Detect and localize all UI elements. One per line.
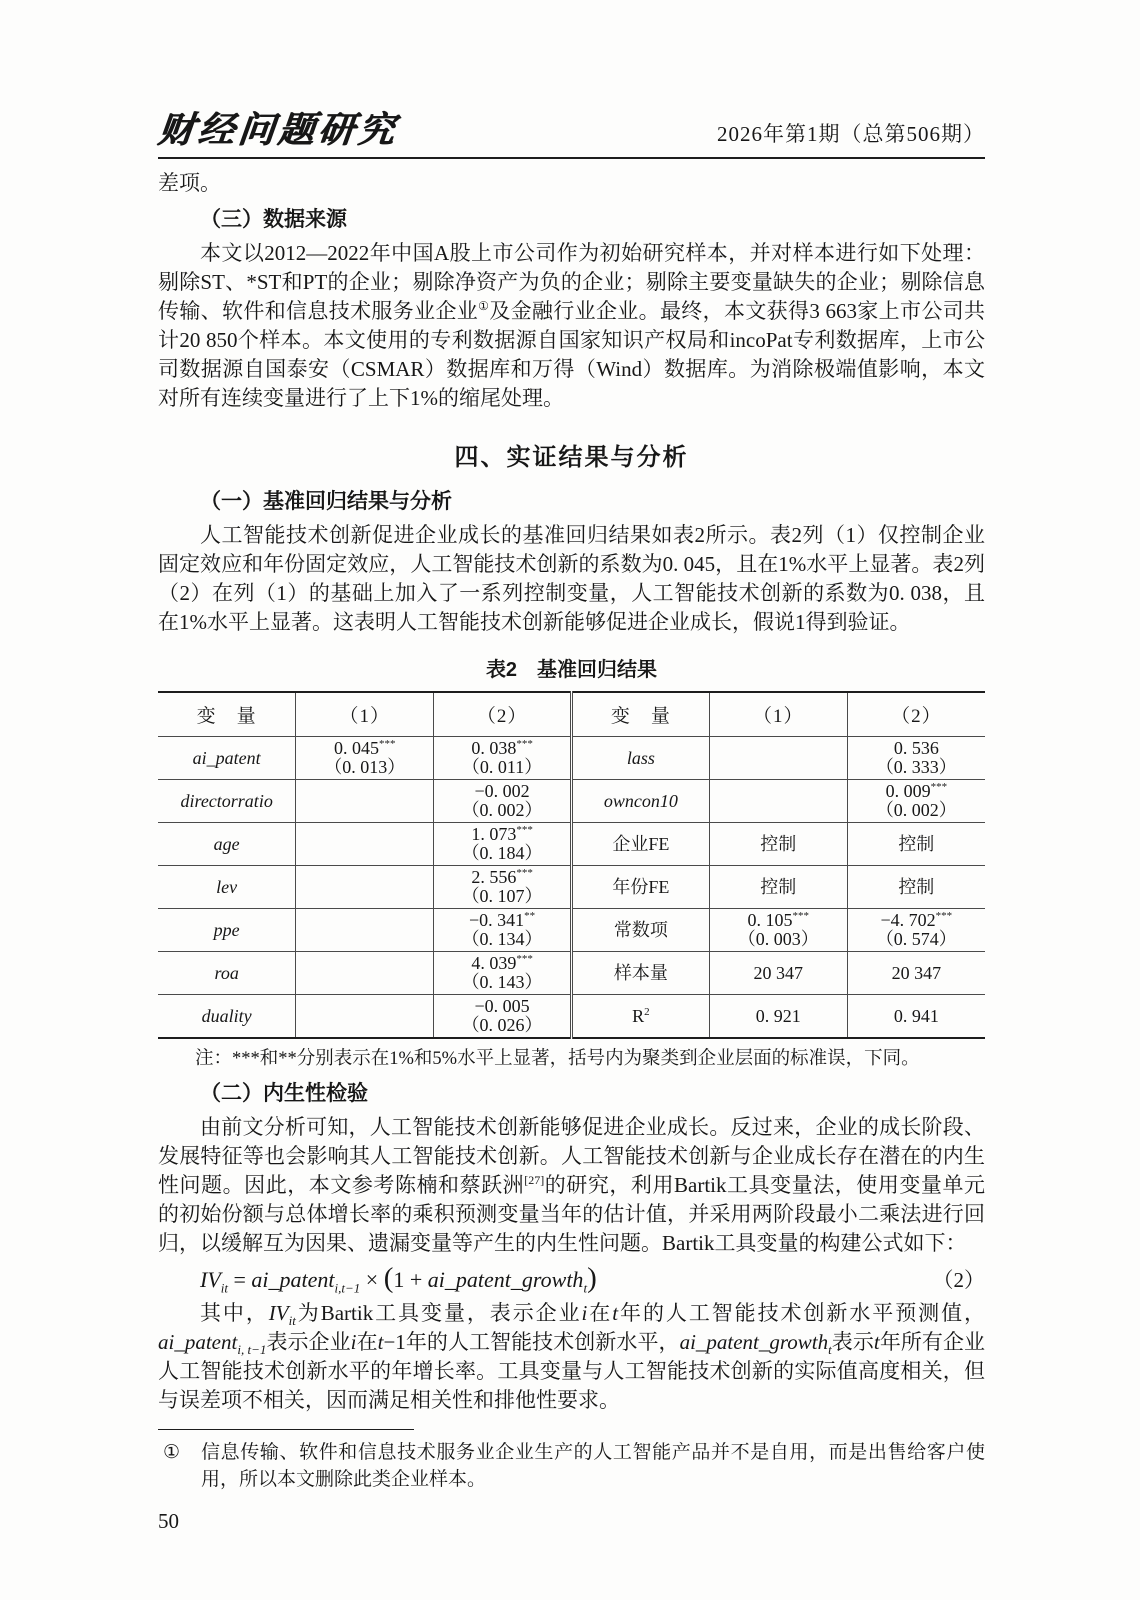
table-cell: −0. 341** （0. 134） (434, 909, 572, 952)
table-cell: 控制 (709, 823, 847, 866)
table-cell (296, 866, 434, 909)
heading-endogeneity: （二）内生性检验 (200, 1082, 368, 1105)
table-cell: $R^2$ (571, 995, 709, 1039)
table-cell: 20 347 (709, 952, 847, 995)
table-cell (296, 952, 434, 995)
table-cell: 控制 (847, 866, 985, 909)
journal-logo: 财经问题研究 (155, 109, 401, 150)
formula-number: （2） (932, 1267, 985, 1292)
table-row (158, 952, 985, 995)
heading-data-source: （三）数据来源 (200, 208, 347, 231)
heading-baseline-results: （一）基准回归结果与分析 (200, 490, 452, 513)
table-cell: roa (158, 952, 296, 995)
table-header-cell: 变 量 (571, 692, 709, 737)
table-cell: 0. 038*** （0. 011） (434, 737, 572, 780)
table-header-cell: （2） (434, 692, 572, 737)
table-cell: 20 347 (847, 952, 985, 995)
table-body (158, 737, 985, 1039)
table-header-cell: （1） (296, 692, 434, 737)
section-title-results: 四、实证结果与分析 (454, 444, 689, 471)
table-cell: lass (571, 737, 709, 780)
issue-info: 2026年第1期（总第506期） (717, 122, 985, 146)
table-header-cell: （1） (709, 692, 847, 737)
table-cell: 0. 536 （0. 333） (847, 737, 985, 780)
page-header (155, 109, 985, 159)
table-cell: −4. 702*** （0. 574） (847, 909, 985, 952)
table-note: 注：***和**分别表示在1%和5%水平上显著，括号内为聚类到企业层面的标准误，下同。 (195, 1049, 920, 1069)
table-header-cell: （2） (847, 692, 985, 737)
table-cell: −0. 005 （0. 026） (434, 995, 572, 1039)
table-cell: 0. 009*** （0. 002） (847, 780, 985, 823)
page-number: 50 (158, 1509, 179, 1533)
footnote-marker: ① (163, 1442, 181, 1463)
table-cell: −0. 002 （0. 002） (434, 780, 572, 823)
carryover-text: 差项。 (158, 171, 221, 195)
table-cell: 样本量 (571, 952, 709, 995)
table-row (158, 866, 985, 909)
table-cell: owncon10 (571, 780, 709, 823)
table-header-row (158, 692, 985, 737)
table-head (158, 692, 985, 737)
table-cell: 年份FE (571, 866, 709, 909)
table-cell: directorratio (158, 780, 296, 823)
table-cell: 控制 (847, 823, 985, 866)
para-formula-explanation: 其中，$IV_{it}$为Bartik工具变量，表示企业i在t年的人工智能技术创新水平预测值，ai_patent$_{i, t-1}$表示企业i在t−1年的人工智能技术创新水平，ai_patent_growth$_t$表示t年所有企业人工智能技术创新水平的年增长率。工具变量与人工智能技术创新的实际值高度相关，但与误差项不相关，因而满足相关性和排他性要求。 (158, 1301, 986, 1412)
table-cell (709, 780, 847, 823)
formula-2 (158, 1262, 985, 1295)
table-cell: age (158, 823, 296, 866)
table-cell: 4. 039*** （0. 143） (434, 952, 572, 995)
table-cell: duality (158, 995, 296, 1039)
para-data-source: 本文以2012—2022年中国A股上市公司作为初始研究样本，并对样本进行如下处理：剔除ST、*ST和PT的企业；剔除净资产为负的企业；剔除主要变量缺失的企业；剔除信息传输、软件和信息技术服务业企业①及金融行业企业。最终，本文获得3 663家上市公司共计20 850个样本。本文使用的专利数据源自国家知识产权局和incoPat专利数据库，上市公司数据源自国泰安（CSMAR）数据库和万得（Wind）数据库。为消除极端值影响，本文对所有连续变量进行了上下1%的缩尾处理。 (158, 241, 985, 410)
table-cell: ppe (158, 909, 296, 952)
table-cell: 控制 (709, 866, 847, 909)
table-title: 表2 基准回归结果 (485, 659, 658, 681)
footnote-area (158, 1429, 985, 1493)
para-endogeneity: 由前文分析可知，人工智能技术创新能够促进企业成长。反过来，企业的成长阶段、发展特征等也会影响其人工智能技术创新。人工智能技术创新与企业成长存在潜在的内生性问题。因此，本文参考陈楠和蔡跃洲[27]的研究，利用Bartik工具变量法，使用变量单元的初始份额与总体增长率的乘积预测变量当年的估计值，并采用两阶段最小二乘法进行回归，以缓解互为因果、遗漏变量等产生的内生性问题。Bartik工具变量的构建公式如下： (158, 1115, 985, 1255)
table-header-cell: 变 量 (158, 692, 296, 737)
formula-expression: $IV_{it}$ = ai_patent$_{i,t-1}$ × (1 + ai_patent_growth$_t$) (200, 1262, 597, 1296)
table-row (158, 995, 985, 1039)
footnote-text: 信息传输、软件和信息技术服务业企业生产的人工智能产品并不是自用，而是出售给客户使用，所以本文删除此类企业样本。 (201, 1442, 985, 1490)
footnote-separator (158, 1429, 414, 1430)
table-cell: 0. 921 (709, 995, 847, 1039)
table-cell: 2. 556*** （0. 107） (434, 866, 572, 909)
table-cell: 0. 045*** （0. 013） (296, 737, 434, 780)
table-row (158, 780, 985, 823)
table-row (158, 909, 985, 952)
table-cell (296, 909, 434, 952)
table-cell: 0. 105*** （0. 003） (709, 909, 847, 952)
table-row (158, 823, 985, 866)
table-cell (709, 737, 847, 780)
table-cell: 1. 073*** （0. 184） (434, 823, 572, 866)
footnote-1 (158, 1439, 985, 1493)
table-cell: lev (158, 866, 296, 909)
table-cell: 企业FE (571, 823, 709, 866)
table-cell: 0. 941 (847, 995, 985, 1039)
table-cell (296, 780, 434, 823)
table-cell (296, 823, 434, 866)
table-cell (296, 995, 434, 1039)
table-cell: 常数项 (571, 909, 709, 952)
table-cell: ai_patent (158, 737, 296, 780)
regression-table (158, 691, 985, 1039)
para-baseline-results: 人工智能技术创新促进企业成长的基准回归结果如表2所示。表2列（1）仅控制企业固定效应和年份固定效应，人工智能技术创新的系数为0. 045，且在1%水平上显著。表2列（2）在列（1）的基础上加入了一系列控制变量，人工智能技术创新的系数为0. 038，且在1%水平上显著。这表明人工智能技术创新能够促进企业成长，假说1得到验证。 (158, 523, 985, 634)
table-row (158, 737, 985, 780)
